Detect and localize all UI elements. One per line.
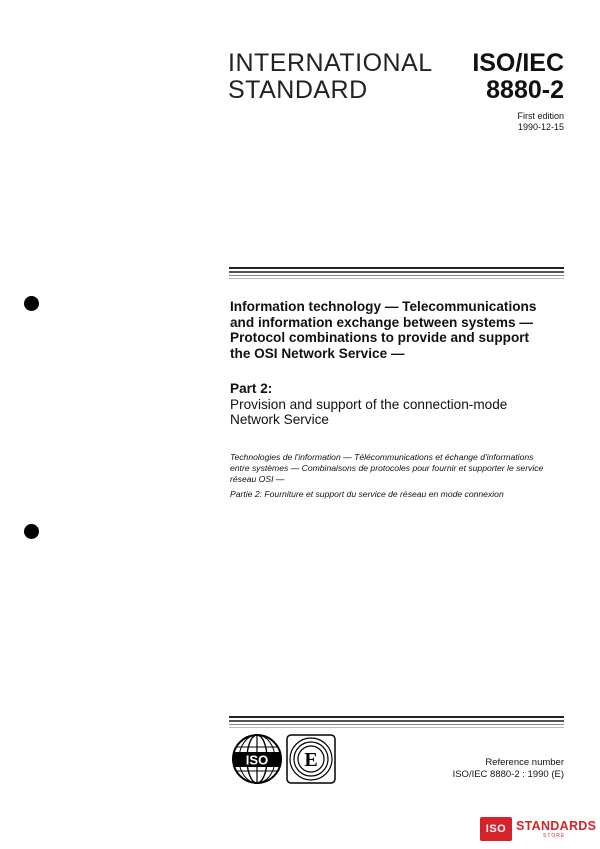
standard-code [472,50,564,104]
logo-svg [231,733,343,785]
title-line: Information technology — Telecommunications [230,299,537,314]
iso-logo-text: ISO [245,752,269,768]
standard-code-line1: ISO/IEC [472,49,564,77]
iec-logo-text: E [304,749,318,771]
store-badge: ISO [480,817,512,841]
edition-block [517,111,564,133]
bottom-rule [229,716,564,728]
document-type [228,50,433,104]
store-sub: STORE [543,832,566,839]
part-line: Network Service [230,412,329,427]
store-word: STANDARDS [516,818,597,833]
punch-hole-bottom [24,524,39,539]
part-label: Part 2: [230,381,273,396]
reference-number: ISO/IEC 8880-2 : 1990 (E) [452,769,564,780]
french-line: Technologies de l'information — Télécommunications et échange d'informations [230,452,534,462]
top-rule [229,267,564,279]
punch-hole-top [24,296,39,311]
french-part: Partie 2: Fourniture et support du service de réseau en mode connexion [230,489,504,499]
iec-logo [287,735,335,783]
reference-label: Reference number [485,757,564,768]
edition-date: 1990-12-15 [517,122,564,132]
standard-code-line2: 8880-2 [486,76,564,104]
part-title [230,381,570,428]
iso-globe-logo [233,735,281,783]
store-watermark[interactable] [480,816,596,842]
title-line: Protocol combinations to provide and support [230,330,530,345]
logos [231,733,343,790]
title-line: and information exchange between systems — [230,314,533,330]
english-title [230,299,570,361]
french-line: entre systèmes — Combinaisons de protocoles pour fournir et supporter le service [230,463,544,473]
title-line: the OSI Network Service — [230,345,405,361]
document-type-line2: STANDARD [228,76,368,104]
reference-block [453,757,564,781]
french-title [230,452,570,485]
french-line: réseau OSI — [230,474,285,484]
store-text [512,820,596,839]
part-line: Provision and support of the connection-mode [230,396,508,412]
edition-label: First edition [517,111,564,121]
document-type-line1: INTERNATIONAL [228,49,433,77]
